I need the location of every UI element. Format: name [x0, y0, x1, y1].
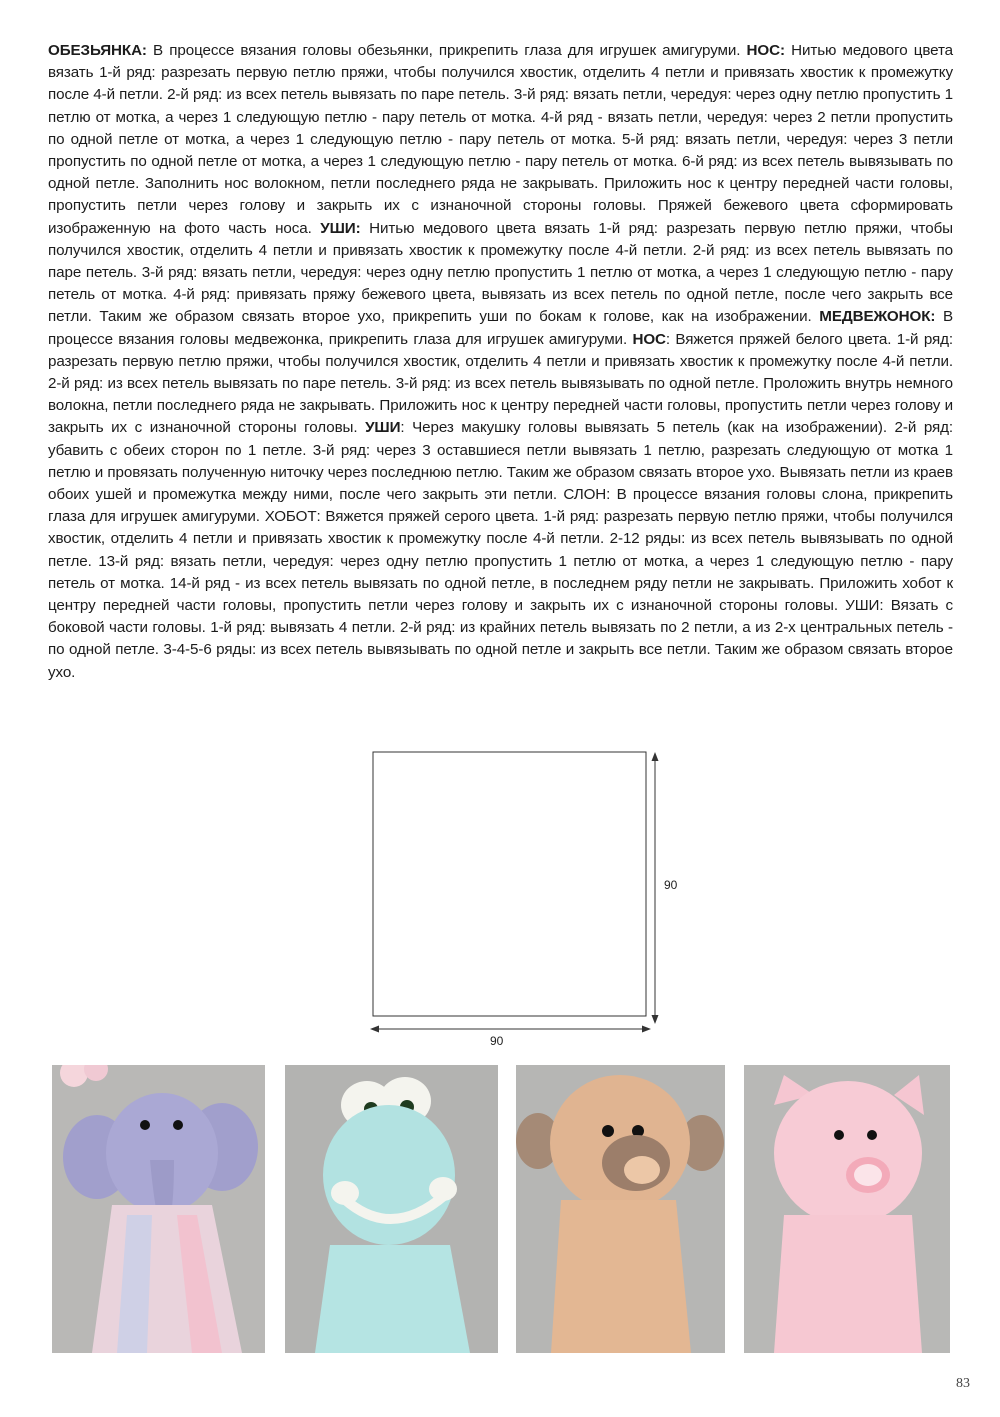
elephant-eye-right: [173, 1120, 183, 1130]
monkey-illustration: [516, 1065, 725, 1353]
elephant-eye-left: [140, 1120, 150, 1130]
height-label: 90: [664, 878, 678, 892]
pig-eye-left: [834, 1130, 844, 1140]
monkey-body: [551, 1200, 691, 1353]
monkey-nose-title: НОС:: [746, 42, 785, 59]
photo-frog: [285, 1065, 498, 1353]
monkey-nose-text: Нитью медового цвета вязать 1-й ряд: разрезать первую петлю пряжи, чтобы получился хвостик, отделить 4 петли и привязать хвостик к промежутку после 4-й петли. 2-й ряд: из всех петель вывязать по паре петель. 3-й ряд: вязать петли, чередуя: через одну петлю пропустить 1 петлю от мотка, а через 1 следующую петлю - пару петель от мотка. 4-й ряд - вязать петли, чередуя: через 2 петли пропустить по одной петле от мотка, а через 1 следующую петлю - пару петель от мотка. 5-й ряд: вязать петли, чередуя: через 3 петли пропустить по одной петле от мотка, а через 1 следующую петлю - пару петель от мотка. 6-й ряд: из всех петель вывязывать по одной петле. Заполнить нос волокном, петли последнего ряда не закрывать. Приложить нос к центру передней части головы, пропустить петли через голову и закрыть их с изнаночной стороны головы. Пряжей бежевого цвета сформировать изображенную на фото часть носа.: [48, 42, 953, 237]
height-arrow-top: [652, 752, 659, 761]
pig-illustration: [744, 1065, 950, 1353]
pig-body: [774, 1215, 922, 1353]
photo-monkey: [516, 1065, 725, 1353]
bear-ears-text: : Через макушку головы вывязать 5 петель (как на изображении). 2-й ряд: убавить с обеих сторон по 1 петле. 3-й ряд: через 3 оставшиеся петли вывязать 1 петлю, разрезать следующую от мотка 1 петлю и провязать полученную ниточку через последнюю петлю. Таким же образом связать второе ухо. Вывязать петли из краев обоих ушей и промежутка между ними, после чего закрыть эти петли. СЛОН: В процессе вязания головы слона, прикрепить глаза для игрушек амигуруми. ХОБОТ: Вяжется пряжей серого цвета. 1-й ряд: разрезать первую петлю пряжи, чтобы получился хвостик, отделить 4 петли и привязать хвостик к промежутку после 4-й петли. 2-12 ряды: из всех петель вывязывать по одной петле. 13-й ряд: вязать петли, чередуя: через одну петлю пропустить 1 петлю от мотка, а через 1 следующую петлю - пару петель от мотка. 14-й ряд - из всех петель вывязать по одной петле, в последнем ряду петли не закрывать. Приложить хобот к центру передней части головы, пропустить петли через голову и закрыть их с изнаночной стороны головы. УШИ: Вязать с боковой части головы. 1-й ряд: вывязать 4 петли. 2-й ряд: из крайних петель вывязать по 2 петли, а из 2-х центральных петель - по одной петле. 3-4-5-6 ряды: из всех петель вывязывать по одной петле и закрыть все петли. Таким же образом связать второе ухо.: [48, 419, 954, 681]
toy-photos: [0, 1065, 1000, 1355]
monkey-eye-left: [602, 1125, 614, 1137]
monkey-intro: В процессе вязания головы обезьянки, прикрепить глаза для игрушек амигуруми.: [146, 42, 747, 59]
dimension-diagram: [368, 748, 678, 1053]
monkey-title: ОБЕЗЬЯНКА:: [48, 42, 147, 59]
pig-head: [774, 1081, 922, 1225]
photo-pig: [744, 1065, 950, 1353]
frog-illustration: [285, 1065, 498, 1353]
bear-nose-title: НОС: [632, 330, 666, 348]
width-label: 90: [490, 1034, 504, 1048]
instructions-text: [48, 40, 953, 684]
photo-elephant: [52, 1065, 265, 1353]
monkey-ears-title: УШИ:: [320, 219, 361, 237]
elephant-illustration: [52, 1065, 265, 1353]
square-pattern-diagram: [368, 748, 668, 1053]
bear-nose-text: : Вяжется пряжей белого цвета. 1-й ряд: разрезать первую петлю пряжи, чтобы получился хвостик, отделить 4 петли и привязать хвостик к промежутку после 4-й петли. 2-й ряд: из всех петель вывязать по паре петель. 3-й ряд: из всех петель вывязывать по одной петле. Проложить внутрь немного волокна, петли последнего ряда не закрывать. Приложить нос к центру передней части головы, пропустить петли через голову и закрыть их с изнаночной стороны головы.: [48, 330, 953, 437]
height-arrow-bottom: [652, 1015, 659, 1024]
width-arrow-right: [642, 1026, 651, 1033]
bear-title: МЕДВЕЖОНОК:: [819, 308, 936, 326]
pig-eye-right: [867, 1130, 877, 1140]
width-arrow-left: [370, 1026, 379, 1033]
page-number: 83: [956, 1376, 970, 1391]
bear-ears-title: УШИ: [365, 419, 401, 437]
bear-intro: В процессе вязания головы медвежонка, прикрепить глаза для игрушек амигуруми.: [48, 308, 953, 348]
monkey-ears-text: Нитью медового цвета вязать 1-й ряд: разрезать первую петлю пряжи, чтобы получился хвостик, отделить 4 петли и привязать хвостик к промежутку после 4-й петли. 2-й ряд: из всех петель вывязать по паре петель. 3-й ряд: вязать петли, чередуя: через одну петлю пропустить 1 петлю от мотка, а через 1 следующую петлю - пару петель от мотка. 4-й ряд: привязать пряжу бежевого цвета, вывязать из всех петель по одной петле, после чего закрыть все петли. Таким же образом связать второе ухо, прикрепить уши по бокам к голове, как на изображении.: [48, 219, 953, 326]
pattern-square: [373, 752, 646, 1016]
frog-body: [315, 1245, 470, 1353]
